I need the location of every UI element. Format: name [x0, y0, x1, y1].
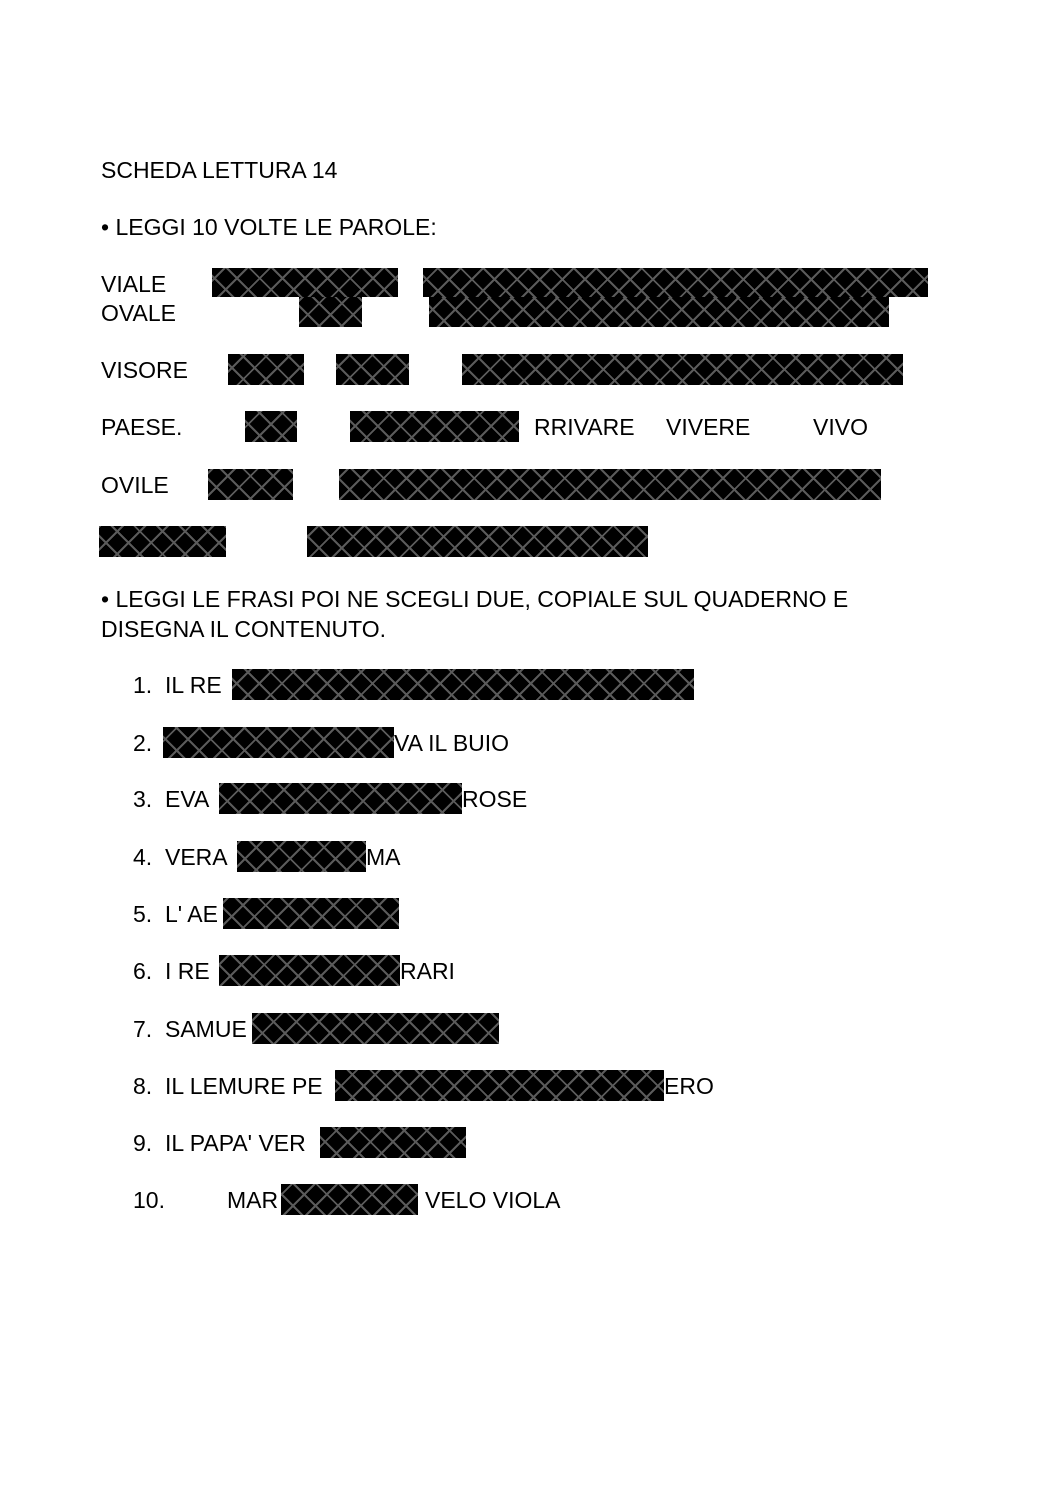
redaction-block — [423, 268, 928, 297]
sentence-number: 4. — [133, 844, 153, 870]
sentence-number: 6. — [133, 958, 153, 984]
sentence-number: 1. — [133, 672, 153, 698]
sentence-text: VERA — [165, 844, 228, 870]
instruction-read-sentences-line2: DISEGNA IL CONTENUTO. — [101, 616, 386, 642]
sentence-text: MAR — [227, 1187, 279, 1213]
redaction-block — [299, 297, 362, 327]
redaction-block — [99, 526, 226, 557]
redaction-block — [336, 354, 409, 385]
sentence-text: SAMUE — [165, 1016, 247, 1042]
redaction-block — [219, 783, 462, 814]
sentence-text: I RE — [165, 958, 210, 984]
sentence-text: ERO — [664, 1073, 714, 1099]
redaction-block — [208, 469, 293, 500]
redaction-block — [228, 354, 304, 385]
sentence-text: EVA — [165, 786, 210, 812]
redaction-block — [163, 727, 394, 758]
redaction-block — [232, 669, 694, 700]
redaction-block — [223, 898, 399, 929]
word-visore: VISORE — [101, 357, 188, 383]
redaction-block — [307, 526, 648, 557]
word-ovile: OVILE — [101, 472, 169, 498]
sentence-text: IL RE — [165, 672, 222, 698]
sentence-text: VA IL BUIO — [394, 730, 510, 756]
sentence-number: 10. — [133, 1187, 165, 1213]
instruction-read-sentences-line1: • LEGGI LE FRASI POI NE SCEGLI DUE, COPIALE SUL QUADERNO E — [101, 586, 849, 612]
sentence-text: RARI — [400, 958, 455, 984]
sentence-number: 2. — [133, 730, 153, 756]
sentence-text: L' AE — [165, 901, 218, 927]
word-vivo: VIVO — [813, 414, 868, 440]
redaction-block — [339, 469, 881, 500]
redaction-block — [350, 411, 519, 442]
word-paese: PAESE. — [101, 414, 183, 440]
word-ovale: OVALE — [101, 300, 176, 326]
sentence-number: 8. — [133, 1073, 153, 1099]
sentence-text: VELO VIOLA — [425, 1187, 561, 1213]
redaction-block — [320, 1127, 466, 1158]
word-vivere: VIVERE — [666, 414, 751, 440]
sentence-text: IL LEMURE PE — [165, 1073, 323, 1099]
redaction-block — [212, 268, 398, 297]
redaction-block — [429, 297, 889, 327]
sentence-text: IL PAPA' VER — [165, 1130, 306, 1156]
sentence-number: 3. — [133, 786, 153, 812]
word-viale: VIALE — [101, 271, 167, 297]
redaction-block — [252, 1013, 499, 1044]
word-rrivare: RRIVARE — [534, 414, 635, 440]
redaction-block — [462, 354, 903, 385]
redaction-block — [335, 1070, 664, 1101]
sentence-number: 7. — [133, 1016, 153, 1042]
sentence-number: 5. — [133, 901, 153, 927]
redaction-block — [281, 1184, 418, 1215]
redaction-block — [237, 841, 366, 872]
sentence-text: MA — [366, 844, 401, 870]
sentence-text: ROSE — [462, 786, 528, 812]
sentence-number: 9. — [133, 1130, 153, 1156]
page-title: SCHEDA LETTURA 14 — [101, 157, 338, 183]
instruction-read-words: • LEGGI 10 VOLTE LE PAROLE: — [101, 214, 437, 240]
redaction-block — [219, 955, 400, 986]
redaction-block — [245, 411, 297, 442]
